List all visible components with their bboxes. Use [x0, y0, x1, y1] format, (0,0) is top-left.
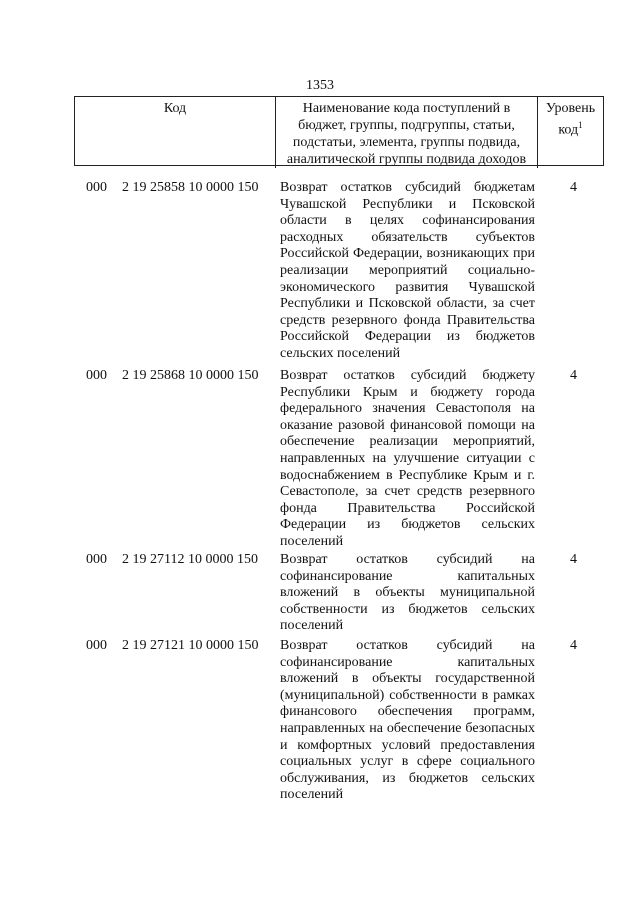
table-row: [74, 368, 604, 552]
income-level: 4: [570, 368, 577, 383]
income-level: 4: [570, 180, 577, 195]
income-name: Возврат остатков субсидий на софинансирование капитальных вложений в объекты муниципальной собственности из бюджетов сельских поселений: [280, 552, 535, 634]
income-name: Возврат остатков субсидий на софинансирование капитальных вложений в объекты государственной (муниципальной) собственности в рамках финансового обеспечения программ, направленных на обеспечение безопасных и комфортных условий предоставления социальных услуг в сфере социального обслуживания, из бюджетов сельских поселений: [280, 638, 535, 803]
income-name: Возврат остатков субсидий бюджетам Чувашской Республики и Псковской области в целях софинансирования расходных обязательств субъектов Российской Федерации, возникающих при реализации мероприятий социально-экономического развития Чувашской Республики и Псковской области, за счет средств резервного фонда Правительства Российской Федерации из бюджетов сельских поселений: [280, 180, 535, 361]
table-row: [74, 180, 604, 368]
income-code: 2 19 25858 10 0000 150: [122, 180, 259, 195]
table-row: [74, 552, 604, 638]
income-level: 4: [570, 552, 577, 567]
income-code: 2 19 27112 10 0000 150: [122, 552, 258, 567]
table-row: [74, 638, 604, 804]
table-header: [74, 96, 604, 166]
admin-code: 000: [86, 638, 107, 653]
income-code: 2 19 27121 10 0000 150: [122, 638, 259, 653]
income-level: 4: [570, 638, 577, 653]
income-code: 2 19 25868 10 0000 150: [122, 368, 259, 383]
header-level: [538, 97, 603, 168]
admin-code: 000: [86, 552, 107, 567]
page-number: 1353: [306, 78, 334, 93]
table-body: [74, 180, 604, 804]
admin-code: 000: [86, 368, 107, 383]
header-level-footnote: 1: [578, 120, 583, 130]
admin-code: 000: [86, 180, 107, 195]
income-name: Возврат остатков субсидий бюджету Республики Крым и бюджету города федерального значения Севастополя на оказание разовой финансовой помощи на обеспечение реализации мероприятий, направленных на улучшение ситуации с водоснабжением в Республике Крым и г. Севастополе, за счет средств резервного фонда Правительства Российской Федерации из бюджетов сельских поселений: [280, 368, 535, 549]
header-code: Код: [75, 97, 276, 168]
header-level-label: Уровень код: [545, 101, 596, 138]
header-name: Наименование кода поступлений в бюджет, группы, подгруппы, статьи, подстатьи, элемента, группы подвида, аналитической группы подвида доходов: [276, 97, 538, 168]
